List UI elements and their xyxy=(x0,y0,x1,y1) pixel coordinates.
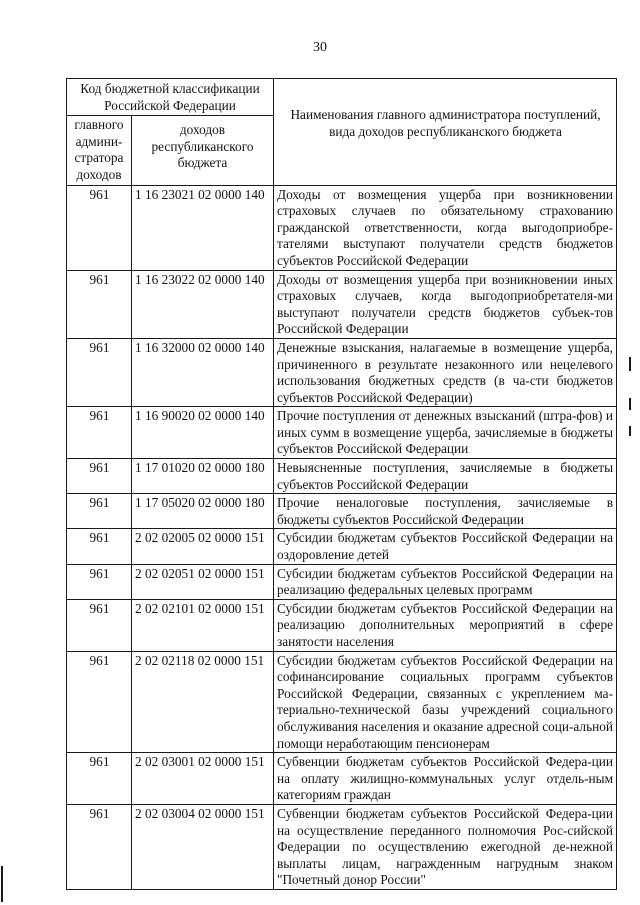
revenue-code-cell: 2 02 02118 02 0000 151 xyxy=(132,651,274,753)
revenue-name-cell: Денежные взыскания, налагаемые в возмещение ущерба, причиненного в результате незаконного или нецелевого использования бюджетных средств (в ча-сти бюджетов субъектов Российской Федерации) xyxy=(274,338,617,406)
table-row xyxy=(67,270,617,338)
table-row xyxy=(67,599,617,651)
table-row xyxy=(67,338,617,406)
header-revenue-code: доходов республиканского бюджета xyxy=(132,116,274,185)
admin-code-cell: 961 xyxy=(67,804,132,889)
revenue-code-cell: 2 02 02005 02 0000 151 xyxy=(132,529,274,564)
admin-code-cell: 961 xyxy=(67,459,132,494)
admin-code-cell: 961 xyxy=(67,494,132,529)
revenue-code-cell: 1 17 01020 02 0000 180 xyxy=(132,459,274,494)
revenue-name-cell: Субсидии бюджетам субъектов Российской Федерации на реализацию федеральных целевых программ xyxy=(274,564,617,599)
table-row xyxy=(67,494,617,529)
revenue-code-cell: 1 16 32000 02 0000 140 xyxy=(132,338,274,406)
admin-code-cell: 961 xyxy=(67,185,132,270)
revenue-name-cell: Невыясненные поступления, зачисляемые в бюджеты субъектов Российской Федерации xyxy=(274,459,617,494)
header-classification-code: Код бюджетной классификации Российской Федерации xyxy=(67,79,274,116)
scan-edge-mark xyxy=(629,357,631,371)
revenue-code-cell: 2 02 02101 02 0000 151 xyxy=(132,599,274,651)
admin-code-cell: 961 xyxy=(67,338,132,406)
revenue-code-cell: 1 16 23021 02 0000 140 xyxy=(132,185,274,270)
page-number: 30 xyxy=(313,40,327,55)
scan-edge-mark xyxy=(629,426,631,436)
table-row xyxy=(67,185,617,270)
table-row xyxy=(67,529,617,564)
table-row xyxy=(67,407,617,459)
table-row xyxy=(67,564,617,599)
revenue-code-cell: 1 16 90020 02 0000 140 xyxy=(132,407,274,459)
table-header-row xyxy=(67,79,617,116)
header-main-administrator: главного админи-стратора доходов xyxy=(67,116,132,185)
header-administrator-name: Наименования главного администратора поступлений, вида доходов республиканского бюджета xyxy=(274,79,617,186)
revenue-code-cell: 1 16 23022 02 0000 140 xyxy=(132,270,274,338)
revenue-code-cell: 2 02 03004 02 0000 151 xyxy=(132,804,274,889)
revenue-name-cell: Субсидии бюджетам субъектов Российской Федерации на софинансирование социальных программ субъектов Российской Федерации, связанных с укреплением ма-териально-технической базы учреждений социального обслуживания населения и оказание адресной соци-альной помощи неработающим пенсионерам xyxy=(274,651,617,753)
admin-code-cell: 961 xyxy=(67,407,132,459)
admin-code-cell: 961 xyxy=(67,529,132,564)
revenue-code-cell: 2 02 02051 02 0000 151 xyxy=(132,564,274,599)
revenue-name-cell: Субсидии бюджетам субъектов Российской Федерации на оздоровление детей xyxy=(274,529,617,564)
admin-code-cell: 961 xyxy=(67,753,132,805)
revenue-name-cell: Субвенции бюджетам субъектов Российской Федера-ции на осуществление переданного полномочия Рос-сийской Федерации по осуществлению ежегодной де-нежной выплаты лицам, награжденным нагрудным знаком "Почетный донор России" xyxy=(274,804,617,889)
table-row xyxy=(67,459,617,494)
revenue-code-cell: 1 17 05020 02 0000 180 xyxy=(132,494,274,529)
admin-code-cell: 961 xyxy=(67,599,132,651)
revenue-name-cell: Доходы от возмещения ущерба при возникновении иных страховых случаев, когда выгодоприобретателя-ми выступают получатели средств бюджетов субъек-тов Российской Федерации xyxy=(274,270,617,338)
revenue-name-cell: Прочие неналоговые поступления, зачисляемые в бюджеты субъектов Российской Федерации xyxy=(274,494,617,529)
revenue-code-cell: 2 02 03001 02 0000 151 xyxy=(132,753,274,805)
admin-code-cell: 961 xyxy=(67,270,132,338)
revenue-name-cell: Прочие поступления от денежных взысканий (штра-фов) и иных сумм в возмещение ущерба, зачисляемые в бюджеты субъектов Российской Федерации xyxy=(274,407,617,459)
scan-edge-mark xyxy=(1,866,3,902)
table-row xyxy=(67,753,617,805)
table-body xyxy=(67,185,617,889)
admin-code-cell: 961 xyxy=(67,651,132,753)
budget-classification-table xyxy=(66,78,617,890)
scan-edge-mark xyxy=(629,398,631,410)
revenue-name-cell: Субвенции бюджетам субъектов Российской Федера-ции на оплату жилищно-коммунальных услуг отдель-ным категориям граждан xyxy=(274,753,617,805)
revenue-name-cell: Доходы от возмещения ущерба при возникновении страховых случаев по обязательному страхованию гражданской ответственности, когда выгодоприобре-тателями выступают получатели средств бюджетов субъектов Российской Федерации xyxy=(274,185,617,270)
admin-code-cell: 961 xyxy=(67,564,132,599)
table-row xyxy=(67,804,617,889)
table-row xyxy=(67,651,617,753)
revenue-name-cell: Субсидии бюджетам субъектов Российской Федерации на реализацию дополнительных мероприятий в сфере занятости населения xyxy=(274,599,617,651)
